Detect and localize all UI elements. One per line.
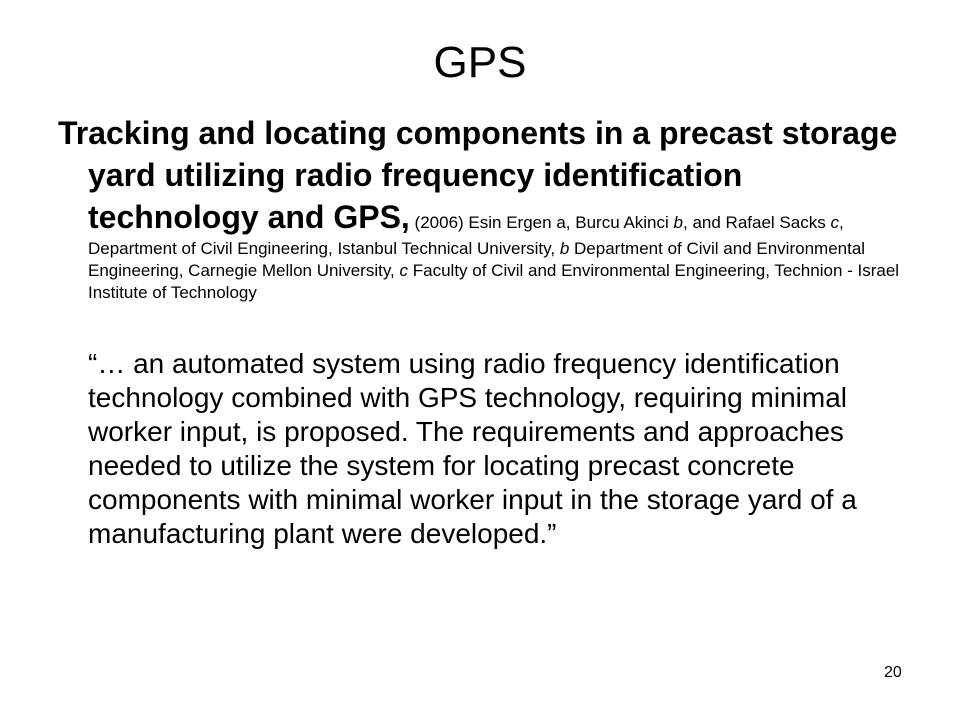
reference-meta: (2006) Esin Ergen a, Burcu Akinci b, and Rafael Sacks c, Department of Civil Engineering, Istanbul Technical University, b Department of Civil and Environmental Engineering, Carnegie Mellon University, c Faculty of Civil and Environmental Engineering, Technion - Israel Institute of Technology [88, 213, 900, 302]
author-sacks: and Rafael Sacks [692, 213, 826, 232]
affiliation-a-text: Department of Civil Engineering, Istanbul Technical University, [88, 239, 556, 258]
affiliation-b-text: Department of Civil and Environmental Engineering, Carnegie Mellon University, [88, 239, 866, 280]
quote-text: “… an automated system using radio frequency identification technology combined with GPS technology, requiring minimal worker input, is proposed. The requirements and approaches needed to utilize the system for locating precast concrete components with minimal worker input in the storage yard of a manufacturing plant were developed.” [88, 348, 857, 549]
affiliation-marker-a: a [556, 213, 566, 232]
affiliation-marker-c: c [830, 213, 839, 232]
affiliation-marker-b: b [673, 213, 683, 232]
reference-year: (2006) [414, 213, 464, 232]
reference-title: Tracking and locating components in a precast storage yard utilizing radio frequency identification technology and GPS, [58, 115, 898, 235]
page-number: 20 [884, 664, 902, 681]
affiliation-c-text: Faculty of Civil and Environmental Engineering, Technion - Israel Institute of Technology [88, 261, 900, 302]
reference-citation [58, 112, 918, 304]
affiliation-marker-c-2: c [399, 261, 409, 280]
affiliation-marker-b-2: b [559, 239, 570, 258]
author-akinci: Burcu Akinci [575, 213, 669, 232]
author-ergen: Esin Ergen [468, 213, 552, 232]
slide-title: GPS [433, 38, 527, 87]
